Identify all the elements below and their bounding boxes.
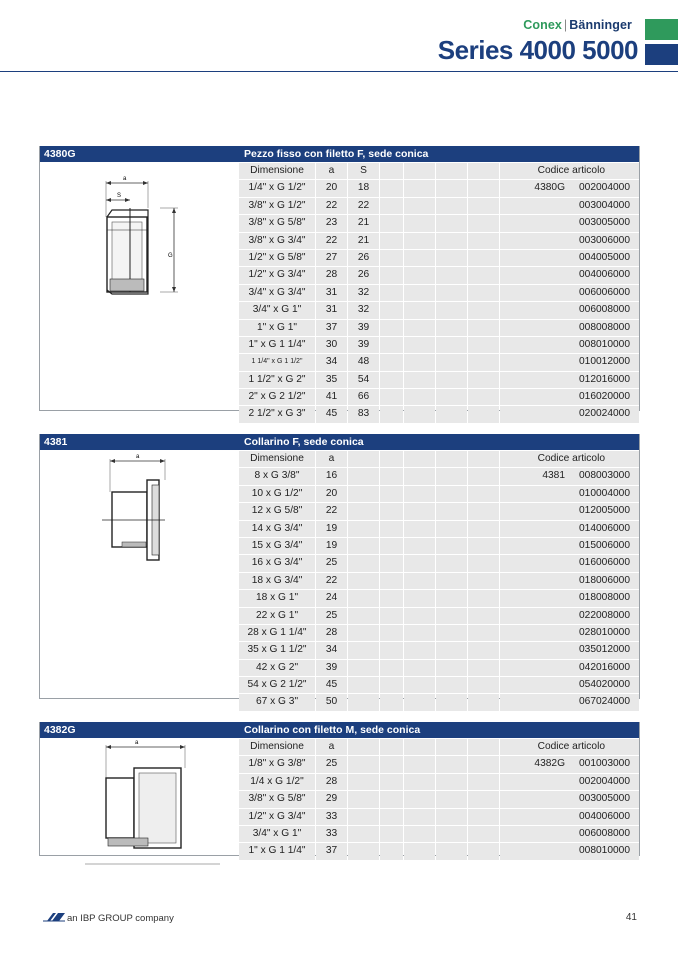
table-row [239, 353, 639, 370]
cell-dimension: 16 x G 3/4" [251, 557, 303, 569]
cell-code: Codice articolo [537, 165, 605, 176]
cell-dimension: 1" x G 1" [256, 321, 298, 333]
cell-s: 32 [357, 286, 370, 298]
cell-code: 012005000 [579, 505, 630, 517]
table-row [239, 371, 639, 388]
table-row [239, 266, 639, 283]
cell-code: 015006000 [579, 539, 630, 551]
cell-dimension: 1/2" x G 3/4" [248, 810, 306, 822]
cell-dimension: 1/2" x G 5/8" [248, 251, 306, 263]
table-row [239, 537, 639, 554]
cell-a: 31 [325, 286, 338, 298]
cell-s: 21 [357, 217, 370, 229]
cell-code: 018008000 [579, 592, 630, 604]
table-row [239, 197, 639, 214]
product-section-4381 [39, 434, 640, 708]
cell-a: 30 [325, 338, 338, 350]
cell-a: 23 [325, 217, 338, 229]
section-code: 4381 [44, 436, 68, 448]
cell-code: 006006000 [579, 286, 630, 298]
cell-s: 18 [357, 182, 370, 194]
cell-a: 37 [325, 321, 338, 333]
cell-code: 016020000 [579, 391, 630, 403]
table-row [239, 284, 639, 301]
cell-dimension: 22 x G 1" [255, 609, 299, 621]
cell-a: 34 [325, 644, 338, 656]
cell-s: 22 [357, 199, 370, 211]
cell-a: 22 [325, 234, 338, 246]
cell-s: 83 [357, 408, 370, 420]
cell-a: 16 [325, 470, 338, 482]
cell-dimension: 28 x G 1 1/4" [247, 626, 307, 638]
cell-dimension: 3/8" x G 1/2" [248, 199, 306, 211]
cell-a: 25 [325, 557, 338, 569]
series-title: Series 4000 5000 [437, 35, 638, 65]
cell-dimension: 3/4" x G 1" [252, 827, 302, 839]
cell-code: 004006000 [579, 269, 630, 281]
table-row [239, 693, 639, 710]
cell-dimension: 18 x G 1" [255, 592, 299, 604]
table-row [239, 825, 639, 842]
cell-dimension: Dimensione [250, 453, 304, 464]
cell-prefix: 4381 [542, 470, 565, 482]
cell-code: 016006000 [579, 557, 630, 569]
table-row [239, 485, 639, 502]
cell-code: 004006000 [579, 810, 630, 822]
cell-dimension: 1/8" x G 3/8" [248, 758, 306, 770]
table-row [239, 589, 639, 606]
cell-a: 39 [325, 661, 338, 673]
cell-code: 028010000 [579, 626, 630, 638]
cell-code: Codice articolo [537, 453, 605, 464]
table-row [239, 607, 639, 624]
cell-dimension: 1 1/2" x G 2" [248, 373, 306, 385]
cell-code: 067024000 [579, 696, 630, 708]
cell-code: 054020000 [579, 679, 630, 691]
cell-code: 008010000 [579, 338, 630, 350]
table-row [239, 624, 639, 641]
table-row [239, 232, 639, 249]
cell-a: 35 [325, 373, 338, 385]
cell-a: 22 [325, 574, 338, 586]
table-row [239, 249, 639, 266]
cell-a: 20 [325, 487, 338, 499]
cell-prefix: 4382G [534, 758, 565, 770]
table-row [239, 336, 639, 353]
cell-a: a [328, 741, 335, 752]
brand-logo [523, 18, 632, 32]
cell-s: 54 [357, 373, 370, 385]
table-row [239, 842, 639, 859]
table-row [239, 179, 639, 196]
table-header-row [239, 450, 639, 467]
cell-code: 010012000 [579, 356, 630, 368]
product-section-4382G [39, 722, 640, 856]
cell-dimension: 54 x G 2 1/2" [247, 679, 307, 691]
cell-dimension: 10 x G 1/2" [251, 487, 303, 499]
cell-code: 042016000 [579, 661, 630, 673]
cell-a: 25 [325, 609, 338, 621]
cell-s: 32 [357, 304, 370, 316]
cell-dimension: 14 x G 3/4" [251, 522, 303, 534]
cell-dimension: 2" x G 2 1/2" [248, 391, 306, 403]
cell-code: 003005000 [579, 217, 630, 229]
cell-code: 008010000 [579, 845, 630, 857]
cell-dimension: 3/8" x G 3/4" [248, 234, 306, 246]
table-row [239, 790, 639, 807]
table-row [239, 214, 639, 231]
cell-code: 003005000 [579, 793, 630, 805]
cell-a: 24 [325, 592, 338, 604]
cell-a: 27 [325, 251, 338, 263]
cell-dimension: 1/4 x G 1/2" [250, 775, 304, 787]
fig-label-a: a [123, 176, 127, 182]
spec-table [239, 450, 639, 711]
section-header [40, 434, 639, 450]
cell-code: 008008000 [579, 321, 630, 333]
section-code: 4380G [44, 148, 76, 160]
table-row [239, 773, 639, 790]
cell-a: a [328, 165, 335, 176]
fig-label-s: S [117, 193, 122, 199]
cell-a: 25 [325, 758, 338, 770]
table-row [239, 755, 639, 772]
cell-s: S [360, 165, 367, 176]
cell-dimension: 8 x G 3/8" [254, 470, 300, 482]
cell-code: 018006000 [579, 574, 630, 586]
cell-s: 21 [357, 234, 370, 246]
cell-code: 006008000 [579, 304, 630, 316]
cell-s: 39 [357, 338, 370, 350]
cell-a: 41 [325, 391, 338, 403]
table-row [239, 554, 639, 571]
product-section-4380G [39, 146, 640, 420]
table-row [239, 502, 639, 519]
cell-dimension: 1 1/4" x G 1 1/2" [251, 358, 303, 366]
cell-dimension: 1" x G 1 1/4" [248, 845, 306, 857]
cell-prefix: 4380G [534, 182, 565, 194]
cell-code: 002004000 [579, 775, 630, 787]
cell-a: 45 [325, 408, 338, 420]
cell-s: 26 [357, 269, 370, 281]
cell-a: 28 [325, 269, 338, 281]
page-number: 41 [625, 912, 637, 923]
cell-dimension: 18 x G 3/4" [251, 574, 303, 586]
product-drawing [40, 738, 239, 855]
table-row [239, 659, 639, 676]
cell-a: 22 [325, 199, 338, 211]
table-row [239, 641, 639, 658]
table-row [239, 301, 639, 318]
fig-label-g: G [168, 253, 173, 259]
cell-code: 022008000 [579, 609, 630, 621]
cell-a: 20 [325, 182, 338, 194]
section-code: 4382G [44, 724, 76, 736]
brand-name-a: Conex [523, 18, 562, 32]
fig-label-a: a [135, 740, 139, 746]
cell-code: 002004000 [579, 182, 630, 194]
spec-table [239, 162, 639, 423]
cell-code: 006008000 [579, 827, 630, 839]
product-drawing [40, 162, 239, 410]
cell-a: 22 [325, 505, 338, 517]
cell-a: 28 [325, 775, 338, 787]
ibp-logo-icon [43, 912, 65, 922]
cell-s: 66 [357, 391, 370, 403]
cell-dimension: 3/8" x G 5/8" [248, 217, 306, 229]
cell-dimension: 1/2" x G 3/4" [248, 269, 306, 281]
brand-separator: | [563, 18, 568, 32]
cell-dimension: 67 x G 3" [255, 696, 299, 708]
table-row [239, 572, 639, 589]
cell-dimension: 1" x G 1 1/4" [248, 338, 306, 350]
brand-square-navy [645, 44, 678, 65]
fig-label-a: a [136, 454, 140, 460]
cell-a: 33 [325, 827, 338, 839]
header-rule [0, 71, 678, 72]
cell-a: 31 [325, 304, 338, 316]
brand-name-b: Bänninger [569, 18, 632, 32]
cell-a: 45 [325, 679, 338, 691]
cell-s: 26 [357, 251, 370, 263]
section-title: Collarino F, sede conica [244, 436, 364, 448]
section-title: Collarino con filetto M, sede conica [244, 724, 421, 736]
cell-a: 37 [325, 845, 338, 857]
table-header-row [239, 162, 639, 179]
section-header [40, 722, 639, 738]
table-row [239, 388, 639, 405]
cell-code: 004005000 [579, 251, 630, 263]
cell-code: 001003000 [579, 758, 630, 770]
cell-code: 003006000 [579, 234, 630, 246]
cell-dimension: 42 x G 2" [255, 661, 299, 673]
cell-dimension: 2 1/2" x G 3" [248, 408, 306, 420]
table-row [239, 808, 639, 825]
cell-code: 012016000 [579, 373, 630, 385]
table-row [239, 467, 639, 484]
section-header [40, 146, 639, 162]
cell-code: 008003000 [579, 470, 630, 482]
cell-a: 29 [325, 793, 338, 805]
spec-table [239, 738, 639, 860]
cell-code: 035012000 [579, 644, 630, 656]
cell-a: 28 [325, 626, 338, 638]
cell-dimension: 15 x G 3/4" [251, 539, 303, 551]
cell-s: 48 [357, 356, 370, 368]
brand-square-green [645, 19, 678, 40]
cell-code: 014006000 [579, 522, 630, 534]
cell-a: 19 [325, 539, 338, 551]
section-title: Pezzo fisso con filetto F, sede conica [244, 148, 429, 160]
cell-dimension: 35 x G 1 1/2" [247, 644, 307, 656]
product-drawing [40, 450, 239, 698]
cell-dimension: 3/4" x G 3/4" [248, 286, 306, 298]
cell-a: 19 [325, 522, 338, 534]
table-row [239, 676, 639, 693]
cell-code: Codice articolo [537, 741, 605, 752]
cell-dimension: 3/8" x G 5/8" [248, 793, 306, 805]
footer-company: an IBP GROUP company [67, 913, 174, 924]
cell-code: 003004000 [579, 199, 630, 211]
table-row [239, 520, 639, 537]
cell-s: 39 [357, 321, 370, 333]
cell-a: 34 [325, 356, 338, 368]
cell-a: a [328, 453, 335, 464]
cell-code: 020024000 [579, 408, 630, 420]
table-row [239, 319, 639, 336]
cell-dimension: 12 x G 5/8" [251, 505, 303, 517]
cell-a: 50 [325, 696, 338, 708]
table-header-row [239, 738, 639, 755]
cell-code: 010004000 [579, 487, 630, 499]
table-row [239, 405, 639, 422]
cell-dimension: 3/4" x G 1" [252, 304, 302, 316]
cell-dimension: Dimensione [250, 741, 304, 752]
cell-dimension: Dimensione [250, 165, 304, 176]
cell-a: 33 [325, 810, 338, 822]
cell-dimension: 1/4" x G 1/2" [248, 182, 306, 194]
